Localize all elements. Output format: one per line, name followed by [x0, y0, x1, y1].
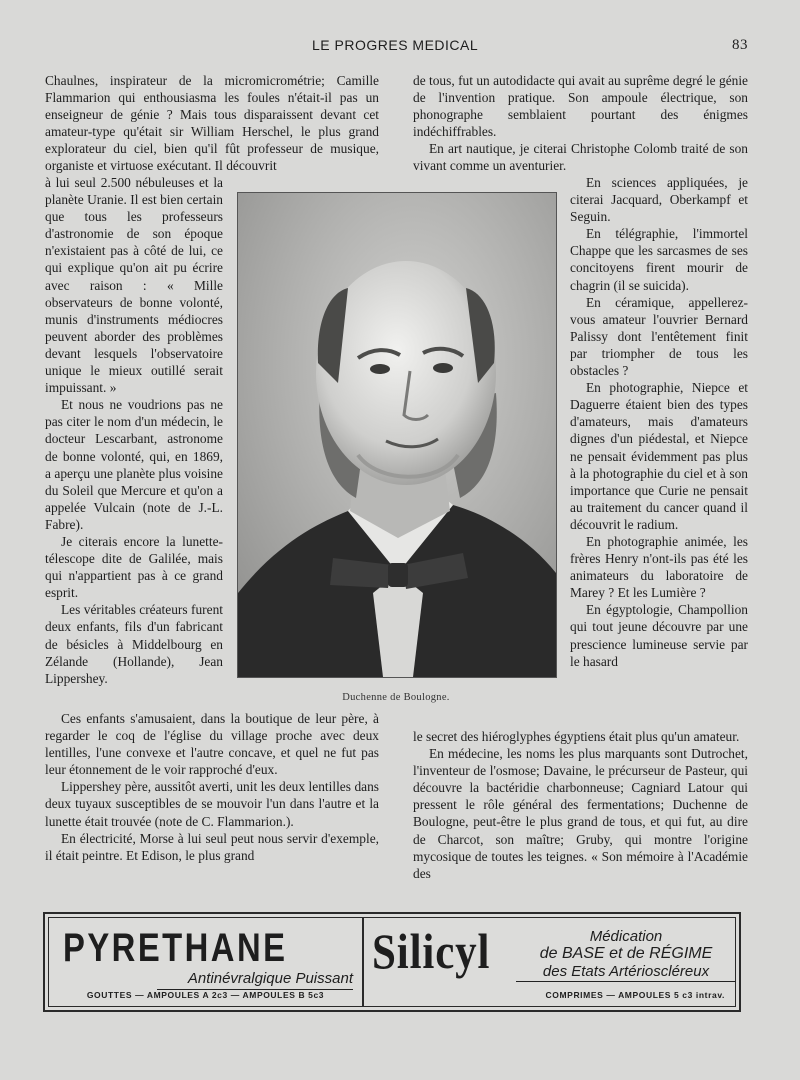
running-head: [0, 37, 800, 57]
paragraph: Chaulnes, inspirateur de la micromicrométrie; Camille Flammarion qui enthousiasma les foules n'était-il pas un enseigneur de génie ? Mais tous disparaissent devant cet amateur-type qu'était sir William Herschel, le plus grand explorateur du ciel, bien qu'il fût professeur de musique, organiste et virtuose exécutant. Il découvrit: [45, 73, 379, 174]
figure-caption: Duchenne de Boulogne.: [342, 692, 450, 703]
paragraph: En télégraphie, l'immortel Chappe que les sarcasmes de ses concitoyens firent mourir de chagrin (il se suicida).: [570, 226, 748, 293]
paragraph: En médecine, les noms les plus marquants sont Dutrochet, l'inventeur de l'osmose; Davaine, le précurseur de Pasteur, qui découvre la bactéridie charbonneuse; Cagniard Latour qui pressent le rôle général des fermentations; Duchenne de Boulogne, peut-être le plus grand de tous, et qui fut, au dire de Charcot, son maître; Gruby, qui montre l'origine mycosique de toutes les teignes. « Son mémoire à l'Académie des: [413, 746, 748, 881]
pyrethane-brand: PYRETHANE: [63, 926, 288, 970]
portrait-photo: [237, 192, 557, 678]
silicyl-dosage: COMPRIMES — AMPOULES 5 c3 intrav.: [545, 990, 725, 1000]
right-column-bottom: [413, 728, 748, 882]
paragraph: En photographie animée, les frères Henry n'ont-ils pas été les animateurs du laboratoire de Marey ? Et les Lumière ?: [570, 533, 748, 601]
silicyl-line-1: Médication: [589, 928, 663, 945]
paragraph: le secret des hiéroglyphes égyptiens était plus qu'un amateur.: [413, 729, 740, 744]
advertisement-box: [43, 912, 741, 1012]
paragraph: En art nautique, je citerai Christophe Colomb traité de son vivant comme un aventurier.: [413, 141, 748, 174]
right-column-top: [413, 72, 748, 175]
left-column-top: [45, 72, 379, 175]
silicyl-description: [516, 928, 736, 982]
silicyl-line-3: des Etats Artérioscléreux: [516, 963, 736, 982]
right-column-narrow: [570, 174, 748, 670]
paragraph: Ces enfants s'amusaient, dans la boutique de leur père, à regarder le coq de l'église du village proche avec deux lentilles, l'une convexe et l'autre concave, et quel ne fut pas leur étonnement de le voir rapproché d'eux.: [45, 711, 379, 778]
paragraph: de tous, fut un autodidacte qui avait au suprême degré le génie de l'invention pratique. Son ampoule électrique, son phonographe semblaient pourtant des énigmes indéchiffrables.: [413, 73, 748, 140]
paragraph: En égyptologie, Champollion qui tout jeune découvre par une prescience lumineuse servie par le hasard: [570, 602, 748, 669]
pyrethane-tagline: Antinévralgique Puissant: [157, 970, 353, 990]
paragraph: à lui seul 2.500 nébuleuses et la planète Uranie. Il est bien certain que tous les professeurs d'astronomie de son époque n'existaient pas à côté de lui, ce qui explique qu'on ait pu écrire avec raison : « Mille observateurs de bonne volonté, munis d'instruments médiocres peuvent aborder des problèmes devant lesquels l'observatoire unique le mieux outillé serait impuissant. »: [45, 175, 223, 396]
silicyl-ad: [364, 918, 735, 1006]
paragraph: Et nous ne voudrions pas ne pas citer le nom d'un médecin, le docteur Lescarbant, astronome de bonne volonté, qui, en 1869, a aperçu une planète plus voisine du Soleil que Mercure et qu'on a appelée Vulcain (note de J.-L. Fabre).: [45, 397, 223, 532]
page-number: 83: [732, 37, 748, 53]
paragraph: Je citerais encore la lunette-télescope dite de Galilée, mais qui n'appartient pas à ce grand esprit.: [45, 533, 223, 601]
paragraph: Les véritables créateurs furent deux enfants, fils d'un fabricant de bésicles à Middelbourg en Zélande (Hollande), Jean Lippershey.: [45, 602, 223, 686]
silicyl-brand: Silicyl: [372, 923, 491, 979]
portrait-illustration: [238, 193, 556, 677]
paragraph: En photographie, Niepce et Daguerre étaient bien des types d'amateurs, mais d'amateurs dignes d'un piédestal, et Niepce ne pensait évidemment pas plus à la photographie du ciel et à son importance que Curie ne pensait au traitement du cancer quand il découvrit le radium.: [570, 380, 748, 532]
paragraph: En céramique, appellerez-vous amateur l'ouvrier Bernard Palissy dont l'entêtement finit par triompher de tous les obstacles ?: [570, 294, 748, 379]
left-column-bottom: [45, 710, 379, 864]
advertisement-frame: [48, 917, 736, 1007]
journal-title: LE PROGRES MEDICAL: [312, 37, 479, 53]
paragraph: Lippershey père, aussitôt averti, unit les deux lentilles dans deux tuyaux susceptibles de se mouvoir l'un dans l'autre et la lunette était trouvée (note de C. Flammarion.).: [45, 779, 379, 829]
paragraph: En sciences appliquées, je citerai Jacquard, Oberkampf et Seguin.: [570, 175, 748, 225]
left-column-narrow: [45, 174, 223, 687]
silicyl-line-2: de BASE et de RÉGIME: [539, 945, 713, 962]
paragraph: En électricité, Morse à lui seul peut nous servir d'exemple, il était peintre. Et Edison, le plus grand: [45, 830, 379, 863]
pyrethane-dosage: GOUTTES — AMPOULES A 2c3 — AMPOULES B 5c3: [86, 990, 325, 1000]
pyrethane-ad: [49, 918, 362, 1006]
